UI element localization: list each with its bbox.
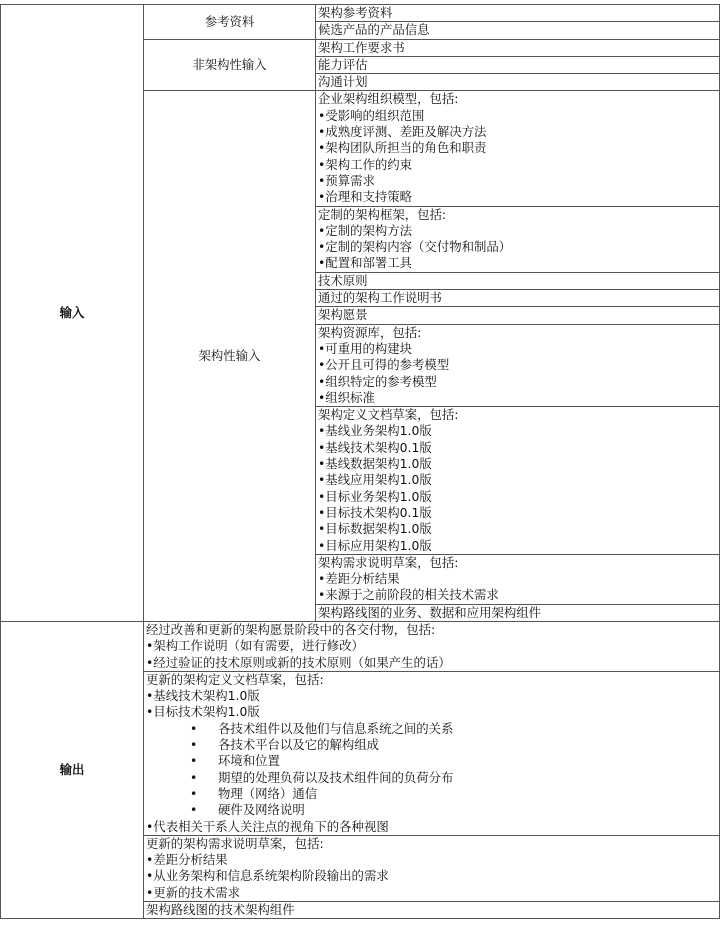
sub-list-item [146, 721, 717, 737]
cell-line: •目标应用架构1.0版 [318, 537, 432, 553]
cell-line: 架构资源库，包括: [318, 324, 422, 340]
cell-line: •基线技术架构1.0版 [146, 688, 260, 704]
table-cell [316, 407, 720, 555]
cell-line: •成熟度评测、差距及解决方法 [318, 124, 487, 140]
cell-line: 架构需求说明草案，包括: [318, 554, 459, 570]
sub-list-item [146, 770, 717, 786]
cell-line: •受影响的组织范围 [318, 107, 425, 123]
cell-line: 架构路线图的业务、数据和应用架构组件 [318, 604, 542, 620]
cell-line: •基线业务架构1.0版 [318, 423, 432, 439]
table-cell [144, 621, 720, 671]
table-cell [144, 671, 720, 835]
cell-line: •基线应用架构1.0版 [318, 472, 432, 488]
cell-line: 能力评估 [318, 56, 368, 72]
table-cell [316, 324, 720, 406]
table-cell [144, 835, 720, 901]
table-cell [316, 554, 720, 604]
table-cell [316, 5, 720, 22]
cell-line: •目标业务架构1.0版 [318, 488, 432, 504]
sub-item-text: 物理（网络）通信 [218, 785, 318, 801]
table-cell [316, 206, 720, 272]
table-cell [316, 74, 720, 91]
cell-line: 经过改善和更新的架构愿景阶段中的各交付物，包括: [146, 621, 436, 637]
cell-line: •目标数据架构1.0版 [318, 521, 432, 537]
cell-line: •来源于之前阶段的相关技术需求 [318, 587, 499, 603]
cell-line: 架构定义文档草案，包括: [318, 407, 459, 423]
bullet: • [190, 769, 198, 785]
cell-line: •架构工作说明（如有需要，进行修改） [146, 638, 364, 654]
cell-line: •可重用的构建块 [318, 340, 413, 356]
cell-line: •架构团队所担当的角色和职责 [318, 140, 487, 156]
cell-line: •经过验证的技术原则或新的技术原则（如果产生的话） [146, 654, 451, 670]
cell-line: 架构工作要求书 [318, 39, 405, 55]
bullet: • [190, 802, 198, 818]
cell-line: 架构愿景 [318, 307, 368, 323]
sub-item-text: 期望的处理负荷以及技术组件间的负荷分布 [218, 769, 454, 785]
cell-line: •更新的技术需求 [146, 884, 241, 900]
cell-line: •定制的架构方法 [318, 222, 413, 238]
architecture-table [0, 4, 720, 919]
cell-line: •治理和支持策略 [318, 189, 413, 205]
cell-line: •配置和部署工具 [318, 255, 413, 271]
section-label-input: 输入 [1, 5, 144, 622]
table-cell [316, 272, 720, 289]
group-label-reference: 参考资料 [144, 5, 316, 40]
sub-list-item [146, 802, 717, 818]
cell-line: 定制的架构框架，包括: [318, 206, 447, 222]
bullet: • [190, 785, 198, 801]
bullet: • [190, 753, 198, 769]
table-cell [144, 902, 720, 919]
table-cell [316, 604, 720, 621]
cell-line: •差距分析结果 [146, 852, 228, 868]
cell-line: •组织特定的参考模型 [318, 373, 437, 389]
table-cell [316, 290, 720, 307]
sub-list-item [146, 786, 717, 802]
cell-line: •基线技术架构0.1版 [318, 439, 432, 455]
group-label-non-architectural: 非架构性输入 [144, 39, 316, 91]
table-cell [316, 307, 720, 324]
cell-line: 架构参考资料 [318, 5, 393, 20]
cell-line: •代表相关干系人关注点的视角下的各种视图 [146, 818, 389, 834]
cell-line: 企业架构组织模型，包括: [318, 91, 459, 107]
cell-line: •公开且可得的参考模型 [318, 357, 450, 373]
cell-line: •定制的架构内容（交付物和制品） [318, 239, 512, 255]
cell-line: •架构工作的约束 [318, 156, 413, 172]
sub-item-text: 环境和位置 [218, 753, 280, 769]
table-cell [316, 91, 720, 206]
cell-line: 候选产品的产品信息 [318, 22, 430, 38]
table-cell [316, 22, 720, 39]
cell-line: 架构路线图的技术架构组件 [146, 902, 295, 918]
table-cell [316, 56, 720, 73]
sub-item-text: 硬件及网络说明 [218, 802, 305, 818]
bullet: • [190, 720, 198, 736]
cell-line: 更新的架构定义文档草案，包括: [146, 671, 324, 687]
cell-line: •目标技术架构0.1版 [318, 504, 432, 520]
cell-line: •组织标准 [318, 389, 375, 405]
cell-line: 更新的架构需求说明草案，包括: [146, 835, 324, 851]
cell-line: 沟通计划 [318, 74, 368, 90]
section-label-output: 输出 [1, 621, 144, 918]
cell-line: •预算需求 [318, 172, 375, 188]
cell-line: 通过的架构工作说明书 [318, 290, 442, 306]
table-cell [316, 39, 720, 56]
sub-list-item [146, 753, 717, 769]
table-row [1, 621, 720, 671]
cell-line: •从业务架构和信息系统架构阶段输出的需求 [146, 868, 389, 884]
sub-item-text: 各技术平台以及它的解构组成 [218, 737, 380, 753]
group-label-architectural: 架构性输入 [144, 91, 316, 622]
cell-line: •基线数据架构1.0版 [318, 456, 432, 472]
cell-line: •差距分析结果 [318, 571, 400, 587]
cell-line: 技术原则 [318, 272, 368, 288]
table-row [1, 5, 720, 22]
sub-list-item [146, 737, 717, 753]
sub-item-text: 各技术组件以及他们与信息系统之间的关系 [218, 720, 454, 736]
bullet: • [190, 737, 198, 753]
cell-line: •目标技术架构1.0版 [146, 704, 260, 720]
